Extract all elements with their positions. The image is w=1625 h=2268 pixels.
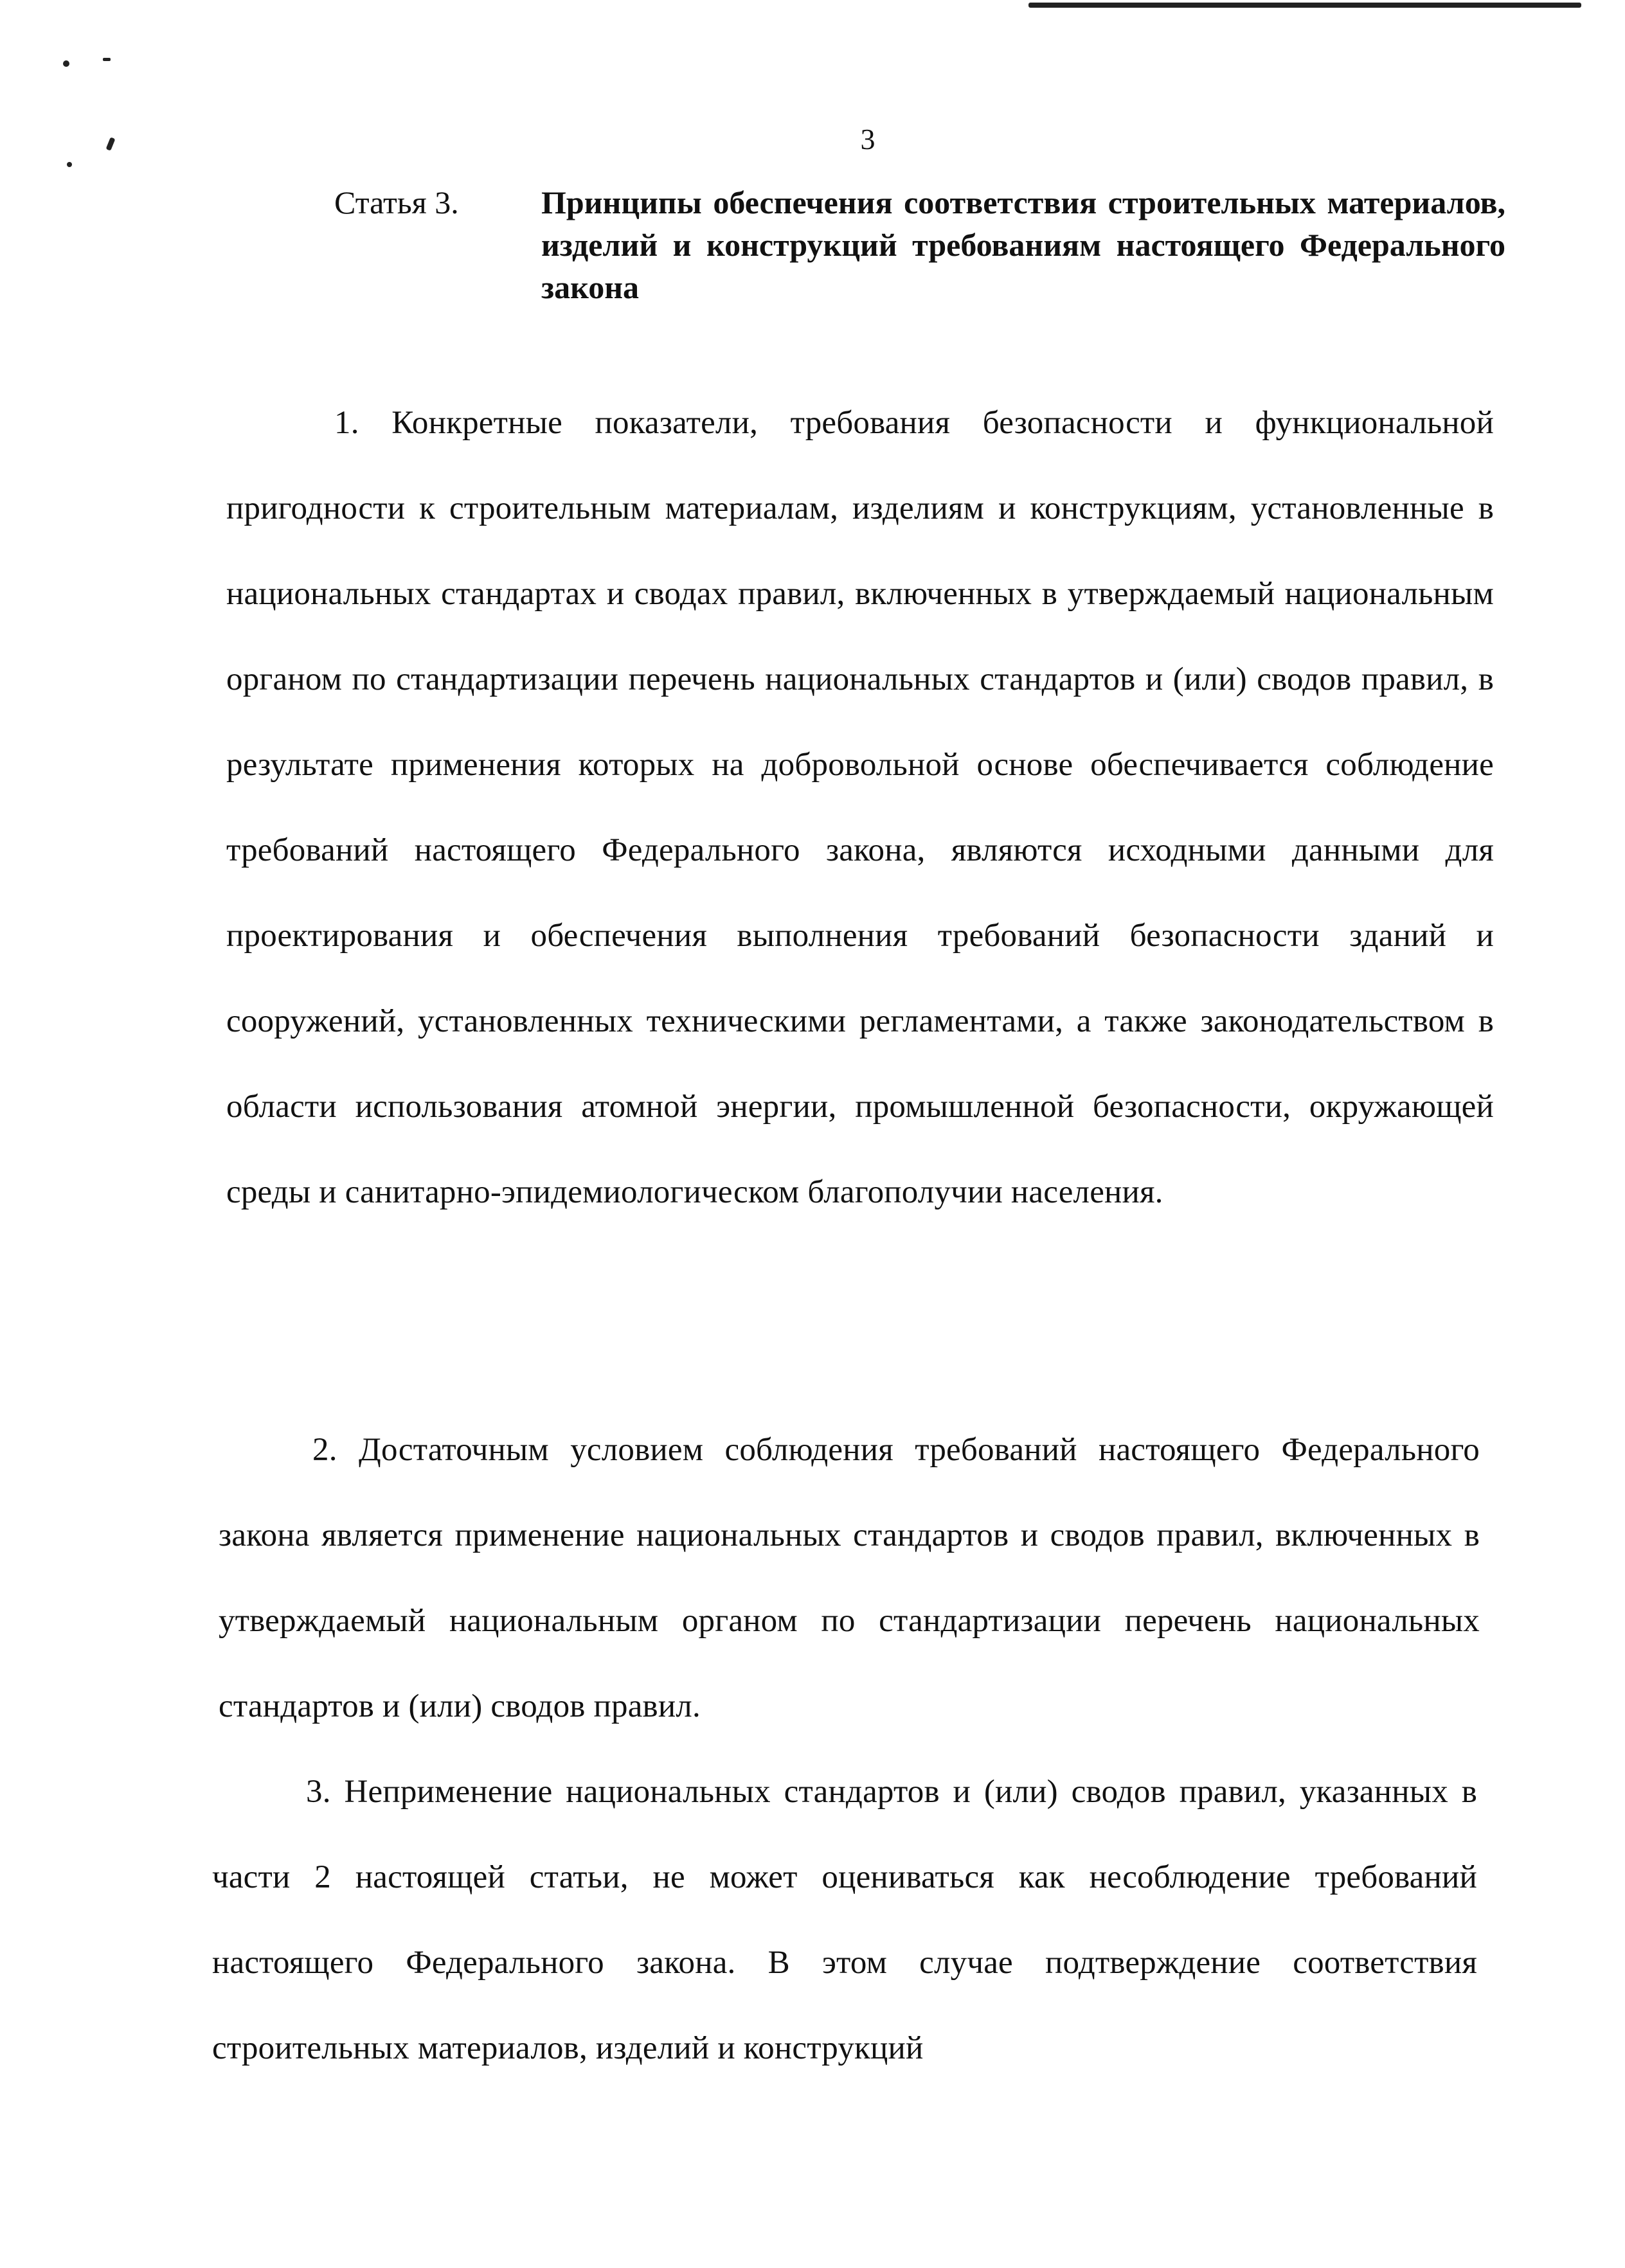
scan-speck	[63, 60, 69, 67]
paragraph-1: 1. Конкретные показатели, требования безопасности и функциональной пригодности к строительным материалам, изделиям и конструкциям, установленные в национальных стандартах и сводах правил, включенных в утверждаемый национальным органом по стандартизации перечень национальных стандартов и (или) сводов правил, в результате применения которых на добровольной основе обеспечивается соблюдение требований настоящего Федерального закона, являются исходными данными для проектирования и обеспечения выполнения требований безопасности зданий и сооружений, установленных техническими регламентами, а также законодательством в области использования атомной энергии, промышленной безопасности, окружающей среды и санитарно-эпидемиологическом благополучии населения.	[226, 405, 1494, 1210]
page-number: 3	[860, 123, 875, 156]
article-title: Принципы обеспечения соответствия строительных материалов, изделий и конструкций требованиям настоящего Федерального закона	[541, 184, 1505, 305]
paragraph-3: 3. Неприменение национальных стандартов и (или) сводов правил, указанных в части 2 настоящей статьи, не может оцениваться как несоблюдение требований настоящего Федерального закона. В этом случае подтверждение соответствия строительных материалов, изделий и конструкций	[212, 1774, 1477, 2066]
scan-speck	[103, 58, 111, 61]
scan-edge-line	[1028, 3, 1581, 8]
scan-speck	[67, 162, 72, 167]
scan-speck	[106, 137, 116, 151]
paragraph-2: 2. Достаточным условием соблюдения требований настоящего Федерального закона является применение национальных стандартов и сводов правил, включенных в утверждаемый национальным органом по стандартизации перечень национальных стандартов и (или) сводов правил.	[219, 1432, 1480, 1724]
article-label: Статья 3.	[334, 184, 459, 220]
